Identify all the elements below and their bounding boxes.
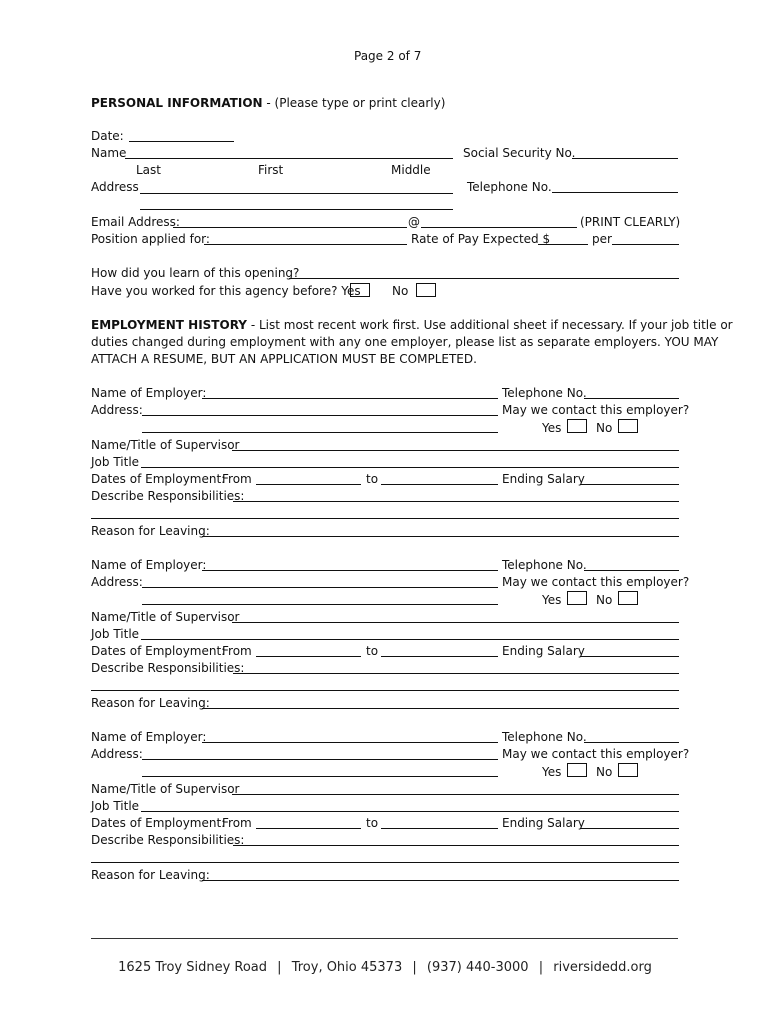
footer-address: 1625 Troy Sidney Road	[118, 960, 268, 975]
position-label: Position applied for:	[91, 232, 210, 246]
dates-label: Dates of Employment:	[91, 816, 226, 830]
ending-salary-field[interactable]	[580, 656, 679, 657]
personal-info-note: - (Please type or print clearly)	[266, 96, 446, 110]
employer-address-field-1[interactable]	[142, 759, 498, 760]
employment-intro-line-1	[91, 318, 733, 332]
dates-from-field[interactable]	[256, 828, 361, 829]
footer-divider	[91, 938, 678, 939]
ending-salary-field[interactable]	[580, 484, 679, 485]
contact-yes-label: Yes	[542, 593, 562, 607]
job-title-field[interactable]	[141, 467, 679, 468]
ending-salary-field[interactable]	[580, 828, 679, 829]
date-field[interactable]	[129, 141, 234, 142]
ending-salary-label: Ending Salary	[502, 644, 585, 658]
dates-from-label: From	[222, 816, 252, 830]
reason-leaving-label: Reason for Leaving:	[91, 524, 210, 538]
employment-intro-line-2: duties changed during employment with any one employer, please list as separate employers. YOU MAY	[91, 335, 719, 349]
employment-history-title: EMPLOYMENT HISTORY	[91, 318, 247, 332]
employer-block-2	[0, 558, 770, 718]
contact-no-checkbox[interactable]	[618, 419, 638, 433]
contact-employer-label: May we contact this employer?	[502, 403, 690, 417]
footer-city: Troy, Ohio 45373	[291, 960, 403, 975]
job-title-field[interactable]	[141, 639, 679, 640]
reason-leaving-label: Reason for Leaving:	[91, 868, 210, 882]
dates-to-field[interactable]	[381, 484, 498, 485]
responsibilities-field-1[interactable]	[233, 845, 679, 846]
employer-address-field-2[interactable]	[142, 604, 498, 605]
employer-telephone-field[interactable]	[584, 742, 679, 743]
ssn-field[interactable]	[572, 158, 678, 159]
personal-info-title: PERSONAL INFORMATION	[91, 96, 263, 110]
dates-to-label: to	[366, 472, 379, 486]
telephone-field[interactable]	[552, 192, 678, 193]
employer-address-field-1[interactable]	[142, 587, 498, 588]
responsibilities-label: Describe Responsibilities:	[91, 833, 245, 847]
dates-from-label: From	[222, 644, 252, 658]
job-title-label: Job Title	[91, 799, 140, 813]
employer-block-1	[0, 386, 770, 546]
employer-telephone-field[interactable]	[584, 398, 679, 399]
email-label: Email Address:	[91, 215, 180, 229]
job-title-label: Job Title	[91, 455, 140, 469]
employer-telephone-label: Telephone No.	[502, 558, 587, 572]
reason-leaving-field[interactable]	[202, 708, 679, 709]
reason-leaving-field[interactable]	[202, 880, 679, 881]
dates-to-field[interactable]	[381, 828, 498, 829]
worked-before-no-checkbox[interactable]	[416, 283, 436, 297]
responsibilities-field-2[interactable]	[91, 518, 679, 519]
supervisor-label: Name/Title of Supervisor	[91, 610, 240, 624]
responsibilities-label: Describe Responsibilities:	[91, 489, 245, 503]
responsibilities-field-1[interactable]	[233, 673, 679, 674]
learn-field[interactable]	[289, 278, 679, 279]
worked-before-yes-checkbox[interactable]	[350, 283, 370, 297]
employment-intro-text: - List most recent work first. Use additional sheet if necessary. If your job title or	[250, 318, 733, 332]
employer-name-label: Name of Employer:	[91, 730, 207, 744]
contact-no-checkbox[interactable]	[618, 763, 638, 777]
contact-no-checkbox[interactable]	[618, 591, 638, 605]
contact-yes-label: Yes	[542, 421, 562, 435]
contact-employer-label: May we contact this employer?	[502, 575, 690, 589]
last-name-caption: Last	[136, 163, 161, 177]
contact-yes-checkbox[interactable]	[567, 763, 587, 777]
job-title-field[interactable]	[141, 811, 679, 812]
dates-from-label: From	[222, 472, 252, 486]
employer-name-field[interactable]	[202, 742, 498, 743]
email-user-field[interactable]	[173, 227, 407, 228]
rate-field[interactable]	[538, 244, 588, 245]
employer-address-label: Address:	[91, 747, 143, 761]
page-number: Page 2 of 7	[354, 49, 422, 63]
rate-label: Rate of Pay Expected $	[411, 232, 551, 246]
footer-separator: |	[277, 960, 282, 975]
employer-address-field-1[interactable]	[142, 415, 498, 416]
employer-telephone-field[interactable]	[584, 570, 679, 571]
footer-separator: |	[538, 960, 544, 975]
position-field[interactable]	[204, 244, 407, 245]
address-field-1[interactable]	[140, 193, 453, 194]
footer-website[interactable]: riversidedd.org	[553, 960, 652, 975]
per-label: per	[592, 232, 612, 246]
contact-yes-label: Yes	[542, 765, 562, 779]
dates-to-label: to	[366, 644, 379, 658]
dates-to-label: to	[366, 816, 379, 830]
name-field[interactable]	[125, 158, 453, 159]
employer-name-field[interactable]	[202, 570, 498, 571]
worked-before-no-label: No	[392, 284, 409, 298]
supervisor-label: Name/Title of Supervisor	[91, 438, 240, 452]
job-title-label: Job Title	[91, 627, 140, 641]
contact-no-label: No	[596, 593, 613, 607]
email-at-sign: @	[408, 215, 420, 229]
employer-telephone-label: Telephone No.	[502, 730, 587, 744]
employer-name-field[interactable]	[202, 398, 498, 399]
responsibilities-field-2[interactable]	[91, 862, 679, 863]
worked-before-label: Have you worked for this agency before? Yes	[91, 284, 361, 298]
dates-to-field[interactable]	[381, 656, 498, 657]
email-domain-field[interactable]	[421, 227, 577, 228]
footer-phone: (937) 440-3000	[426, 960, 529, 975]
address-field-2[interactable]	[140, 209, 453, 210]
per-field[interactable]	[612, 244, 679, 245]
name-label: Name	[91, 146, 127, 160]
dates-from-field[interactable]	[256, 484, 361, 485]
contact-employer-label: May we contact this employer?	[502, 747, 690, 761]
dates-from-field[interactable]	[256, 656, 361, 657]
contact-no-label: No	[596, 765, 613, 779]
employer-block-3	[0, 730, 770, 890]
personal-info-heading	[91, 96, 445, 110]
ending-salary-label: Ending Salary	[502, 472, 585, 486]
employer-name-label: Name of Employer:	[91, 386, 207, 400]
supervisor-field[interactable]	[232, 794, 679, 795]
supervisor-label: Name/Title of Supervisor	[91, 782, 240, 796]
learn-label: How did you learn of this opening?	[91, 266, 300, 280]
contact-yes-checkbox[interactable]	[567, 419, 587, 433]
employment-intro-line-3: ATTACH A RESUME, BUT AN APPLICATION MUST BE COMPLETED.	[91, 352, 477, 366]
ending-salary-label: Ending Salary	[502, 816, 585, 830]
contact-no-label: No	[596, 421, 613, 435]
employer-telephone-label: Telephone No.	[502, 386, 587, 400]
employer-address-field-2[interactable]	[142, 432, 498, 433]
employer-name-label: Name of Employer:	[91, 558, 207, 572]
middle-name-caption: Middle	[391, 163, 431, 177]
employer-address-label: Address:	[91, 403, 143, 417]
reason-leaving-field[interactable]	[202, 536, 679, 537]
contact-yes-checkbox[interactable]	[567, 591, 587, 605]
telephone-label: Telephone No.	[467, 180, 552, 194]
ssn-label: Social Security No.	[463, 146, 576, 160]
first-name-caption: First	[258, 163, 284, 177]
employer-address-field-2[interactable]	[142, 776, 498, 777]
responsibilities-field-2[interactable]	[91, 690, 679, 691]
reason-leaving-label: Reason for Leaving:	[91, 696, 210, 710]
responsibilities-field-1[interactable]	[233, 501, 679, 502]
supervisor-field[interactable]	[232, 622, 679, 623]
footer-separator: |	[412, 960, 417, 975]
address-label: Address	[91, 180, 139, 194]
supervisor-field[interactable]	[232, 450, 679, 451]
responsibilities-label: Describe Responsibilities:	[91, 661, 245, 675]
dates-label: Dates of Employment:	[91, 644, 226, 658]
dates-label: Dates of Employment:	[91, 472, 226, 486]
date-label: Date:	[91, 129, 124, 143]
employer-address-label: Address:	[91, 575, 143, 589]
footer-contact	[0, 961, 770, 975]
print-clearly-note: (PRINT CLEARLY)	[580, 215, 681, 229]
